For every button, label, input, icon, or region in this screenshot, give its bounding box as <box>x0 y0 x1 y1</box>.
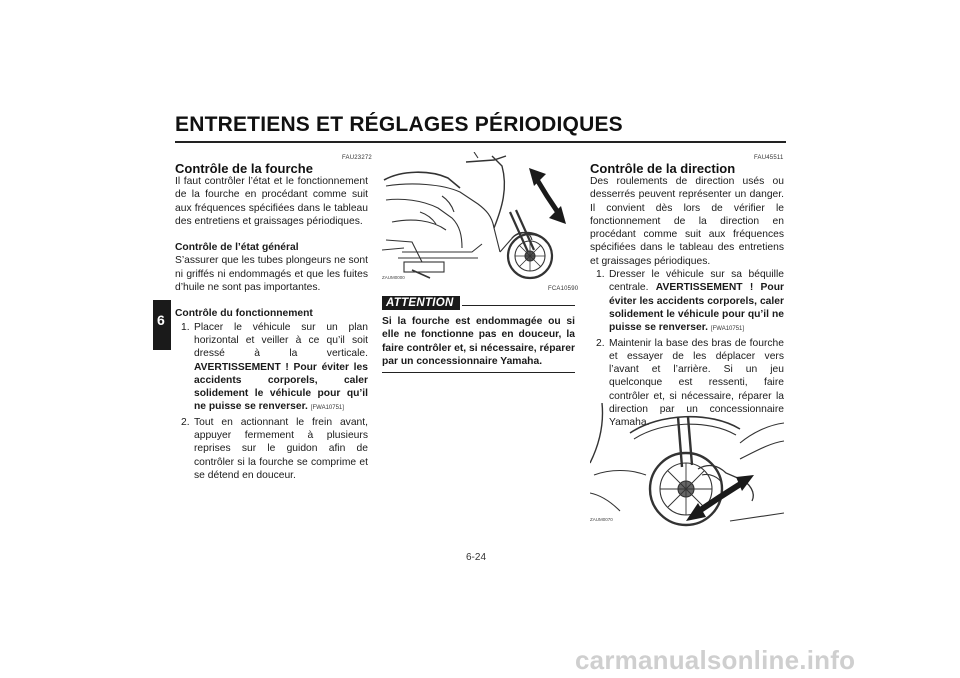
section-title-steering: Contrôle de la direction <box>590 161 736 176</box>
list-item: 2. Maintenir la base des bras de fourche et essayer de les déplacer vers l’avant et l’arrière. Si un jeu quelconque est ressenti, faire contrôler et, si nécessaire, réparer la direction par un concessionnaire Yamaha. <box>596 337 784 429</box>
scooter-fork-illustration <box>382 152 575 282</box>
list-item: 2. Tout en actionnant le frein avant, appuyer fermement à plusieurs reprises sur le guidon afin de contrôler si la fourche se comprime et se détend en douceur. <box>181 416 368 481</box>
figure-code: ZAUM0070 <box>590 517 613 522</box>
warning-text: AVERTISSEMENT ! Pour éviter les accidents corporels, caler solidement le véhicule pour qu’il ne puisse se renverser. <box>609 282 784 334</box>
list-item: 1. Placer le véhicule sur un plan horizontal et veiller à ce qu’il soit dressé à la verticale. AVERTISSEMENT ! Pour éviter les accidents corporels, caler solidement le véhicule pour qu’il ne puisse se renverser. [FWA10751] <box>181 321 368 413</box>
attention-code: FCA10590 <box>548 286 579 292</box>
subsection-title-general: Contrôle de l’état général <box>175 242 299 254</box>
warning-ref: [FWA10751] <box>310 405 344 412</box>
attention-rule-bottom <box>382 372 575 373</box>
left-column <box>175 175 368 482</box>
subsection-title-operation: Contrôle du fonctionnement <box>175 308 313 320</box>
general-check-text: S’assurer que les tubes plongeurs ne sont ni griffés ni endommagés et que les fuites d’huile ne sont pas importantes. <box>175 255 368 294</box>
figure-code: ZAUM0000 <box>382 275 405 280</box>
right-column <box>590 175 784 430</box>
warning-text: AVERTISSEMENT ! Pour éviter les accidents corporels, caler solidement le véhicule pour qu’il ne puisse se renverser. <box>194 361 368 413</box>
header-rule <box>175 141 786 143</box>
section-title-fork: Contrôle de la fourche <box>175 161 313 176</box>
attention-box <box>382 293 575 373</box>
list-item: 1. Dresser le véhicule sur sa béquille centrale. AVERTISSEMENT ! Pour éviter les accidents corporels, caler solidement le véhicule pour qu’il ne puisse se renverser. [FWA10751] <box>596 269 784 334</box>
steering-intro: Des roulements de direction usés ou desserrés peuvent représenter un danger. Il convient dès lors de vérifier le fonctionnement de la direction en procédant comme suit aux fréquences spécifiées dans le tableau des entretiens et graissages périodiques. <box>590 176 784 267</box>
page-header-title: ENTRETIENS ET RÉGLAGES PÉRIODIQUES <box>175 113 623 136</box>
watermark[interactable]: carmanualsonline.info <box>575 645 856 675</box>
steering-check-illustration <box>590 403 784 528</box>
warning-ref: [FWA10751] <box>710 326 745 333</box>
fork-steps <box>175 321 368 483</box>
section-code: FAU45511 <box>754 155 784 161</box>
section-code: FAU23272 <box>342 155 372 161</box>
attention-rule-top <box>462 305 575 306</box>
fork-intro: Il faut contrôler l’état et le fonctionnement de la fourche en procédant comme suit aux fréquences spécifiées dans le tableau des entretiens et graissages périodiques. <box>175 176 368 227</box>
attention-text: Si la fourche est endommagée ou si elle ne fonctionne pas en douceur, la faire contrôler et, si nécessaire, réparer par un concessionnaire Yamaha. <box>382 316 575 367</box>
chapter-number: 6 <box>157 312 165 328</box>
attention-label: ATTENTION <box>382 296 460 310</box>
page-number: 6-24 <box>466 552 487 563</box>
